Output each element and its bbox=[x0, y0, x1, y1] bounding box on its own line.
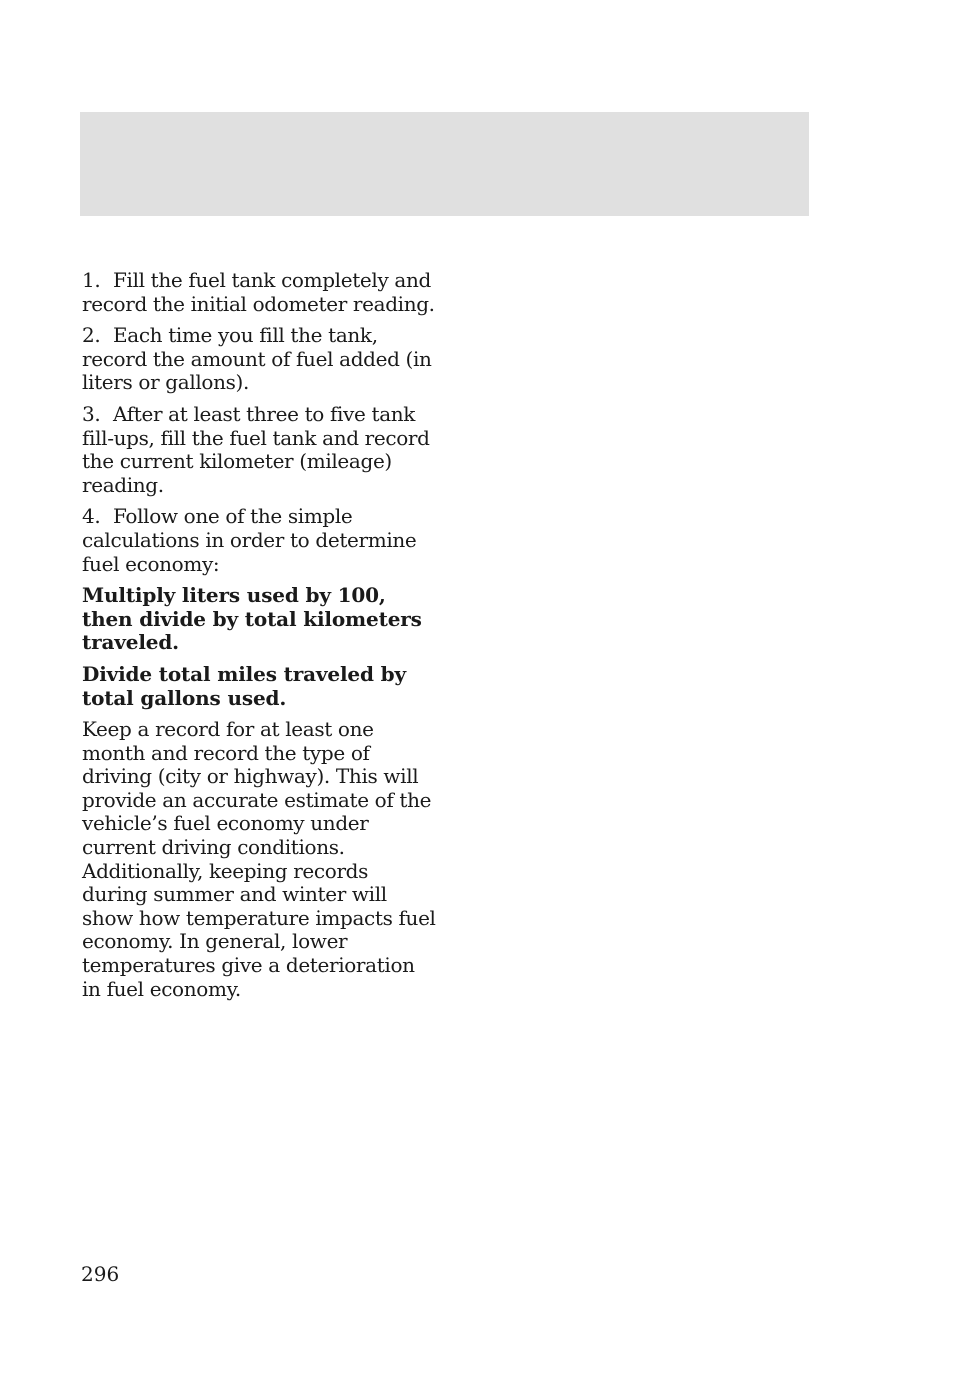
step-number: 4. bbox=[82, 504, 101, 529]
page-number: 296 bbox=[81, 1262, 120, 1286]
step-number: 2. bbox=[82, 323, 101, 348]
formula-metric: Multiply liters used by 100, then divide by total kilometers traveled. bbox=[82, 583, 422, 655]
step-text: Fill the fuel tank completely and record the initial odometer reading. bbox=[82, 268, 435, 316]
record-keeping-paragraph: Keep a record for at least one month and record the type of driving (city or highway). This will provide an accurate estimate of the vehicle’s fuel economy under current driving conditions. Additionally, keeping records during summer and winter will show how temperature impacts fuel economy. In general, lower temperatures give a deterioration in fuel economy. bbox=[82, 717, 436, 1001]
step-1 bbox=[82, 269, 438, 316]
step-text: Follow one of the simple calculations in order to determine fuel economy: bbox=[82, 504, 417, 576]
step-4 bbox=[82, 505, 438, 576]
step-2 bbox=[82, 324, 438, 395]
step-3 bbox=[82, 403, 438, 497]
step-text: After at least three to five tank fill-ups, fill the fuel tank and record the current kilometer (mileage) reading. bbox=[82, 401, 430, 497]
step-text: Each time you fill the tank, record the amount of fuel added (in liters or gallons). bbox=[82, 323, 432, 395]
step-number: 3. bbox=[82, 401, 101, 426]
formula-imperial: Divide total miles traveled by total gallons used. bbox=[82, 661, 406, 710]
header-band bbox=[80, 112, 809, 216]
main-content bbox=[82, 269, 438, 1009]
step-number: 1. bbox=[82, 268, 101, 292]
